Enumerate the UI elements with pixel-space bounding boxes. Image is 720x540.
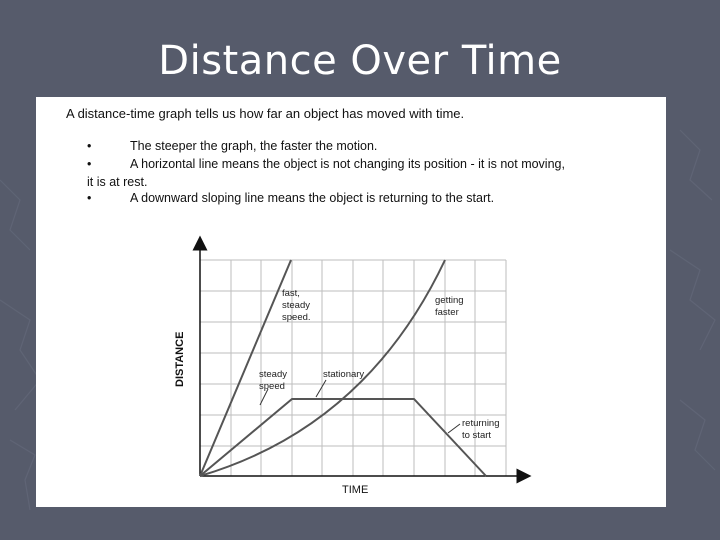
intro-text: A distance-time graph tells us how far an object has moved with time. bbox=[66, 106, 465, 121]
annotation-faster: faster bbox=[435, 307, 459, 318]
bullet-text: A horizontal line means the object is not changing its position - it is not moving, bbox=[130, 157, 565, 171]
annotation-speed-1: speed. bbox=[282, 312, 311, 323]
annotation-to-start: to start bbox=[462, 430, 492, 441]
y-axis-label: DISTANCE bbox=[174, 331, 186, 387]
x-axis-label: TIME bbox=[342, 484, 369, 496]
annotation-fast: fast, bbox=[282, 288, 300, 299]
steady-stationary-returning-line bbox=[200, 399, 486, 476]
bullet-text: A downward sloping line means the object is returning to the start. bbox=[130, 191, 495, 205]
bullet-dot: • bbox=[87, 157, 92, 171]
distance-time-graph bbox=[36, 97, 666, 507]
annotation-speed-2: speed bbox=[259, 381, 285, 392]
annotation-steady-2: steady bbox=[259, 369, 287, 380]
returning-pointer bbox=[448, 424, 460, 433]
annotation-stationary: stationary bbox=[323, 369, 365, 380]
content-panel bbox=[36, 97, 666, 507]
bullet-dot: • bbox=[87, 139, 92, 153]
annotation-steady-1: steady bbox=[282, 300, 310, 311]
annotation-returning: returning bbox=[462, 418, 500, 429]
annotation-getting: getting bbox=[435, 295, 464, 306]
stationary-pointer bbox=[316, 380, 326, 397]
slide-title: Distance Over Time bbox=[158, 38, 562, 84]
bullet-text: The steeper the graph, the faster the motion. bbox=[130, 139, 378, 153]
bullet-continuation: it is at rest. bbox=[87, 175, 148, 189]
bullet-dot: • bbox=[87, 191, 92, 205]
